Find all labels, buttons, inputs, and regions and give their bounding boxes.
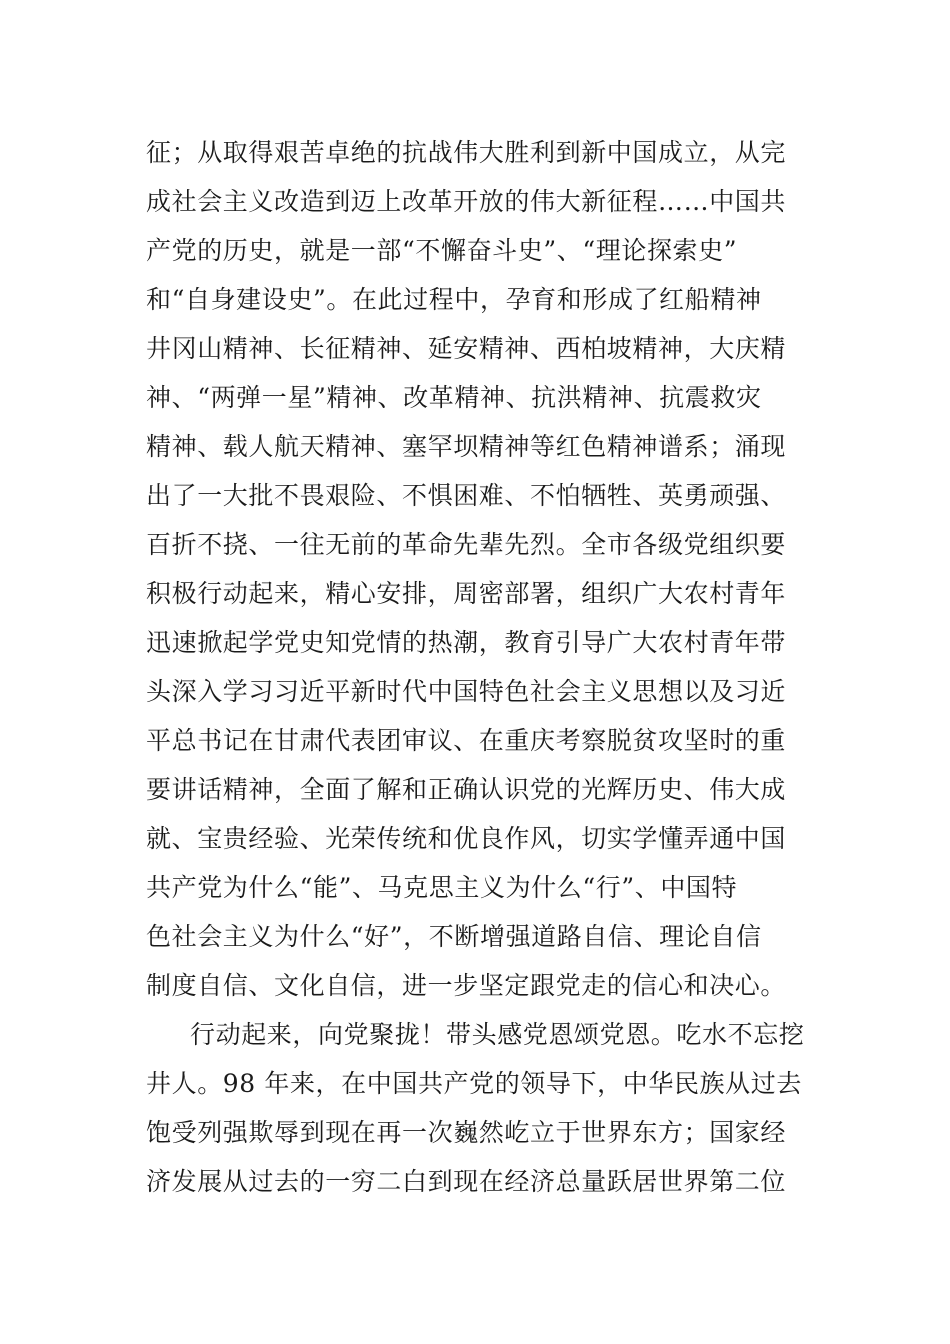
text-line: 要讲话精神，全面了解和正确认识党的光辉历史、伟大成: [146, 775, 787, 804]
text-line: 产党的历史，就是一部“不懈奋斗史”、“理论探索史”: [146, 236, 738, 265]
text-line: 共产党为什么“能”、马克思主义为什么“行”、中国特: [146, 873, 738, 902]
text-line: 头深入学习习近平新时代中国特色社会主义思想以及习近: [146, 677, 787, 706]
body-text: [146, 128, 816, 1206]
text-line: 百折不挠、一往无前的革命先辈先烈。全市各级党组织要: [146, 530, 787, 559]
text-line: 迅速掀起学党史知党情的热潮，教育引导广大农村青年带: [146, 628, 787, 657]
text-line: 平总书记在甘肃代表团审议、在重庆考察脱贫攻坚时的重: [146, 726, 787, 755]
text-line: 色社会主义为什么“好”，不断增强道路自信、理论自信: [146, 922, 762, 951]
text-line: 井人。98 年来，在中国共产党的领导下，中华民族从过去: [146, 1069, 802, 1098]
text-line: 征；从取得艰苦卓绝的抗战伟大胜利到新中国成立，从完: [146, 138, 787, 167]
text-line: 和“自身建设史”。在此过程中，孕育和形成了红船精神: [146, 285, 762, 314]
text-line: 济发展从过去的一穷二白到现在经济总量跃居世界第二位: [146, 1167, 787, 1196]
text-line: 积极行动起来，精心安排，周密部署，组织广大农村青年: [146, 579, 787, 608]
text-line: 井冈山精神、长征精神、延安精神、西柏坡精神，大庆精: [146, 334, 787, 363]
text-line: 精神、载人航天精神、塞罕坝精神等红色精神谱系；涌现: [146, 432, 787, 461]
paragraph-start-line: 行动起来，向党聚拢！带头感党恩颂党恩。吃水不忘挖: [190, 1020, 805, 1049]
text-line: 饱受列强欺辱到现在再一次巍然屹立于世界东方；国家经: [146, 1118, 787, 1147]
text-line: 就、宝贵经验、光荣传统和优良作风，切实学懂弄通中国: [146, 824, 787, 853]
text-line: 制度自信、文化自信，进一步坚定跟党走的信心和决心。: [146, 971, 787, 1000]
text-line: 成社会主义改造到迈上改革开放的伟大新征程……中国共: [146, 187, 787, 216]
text-line: 神、“两弹一星”精神、改革精神、抗洪精神、抗震救灾: [146, 383, 762, 412]
text-line: 出了一大批不畏艰险、不惧困难、不怕牺牲、英勇顽强、: [146, 481, 787, 510]
